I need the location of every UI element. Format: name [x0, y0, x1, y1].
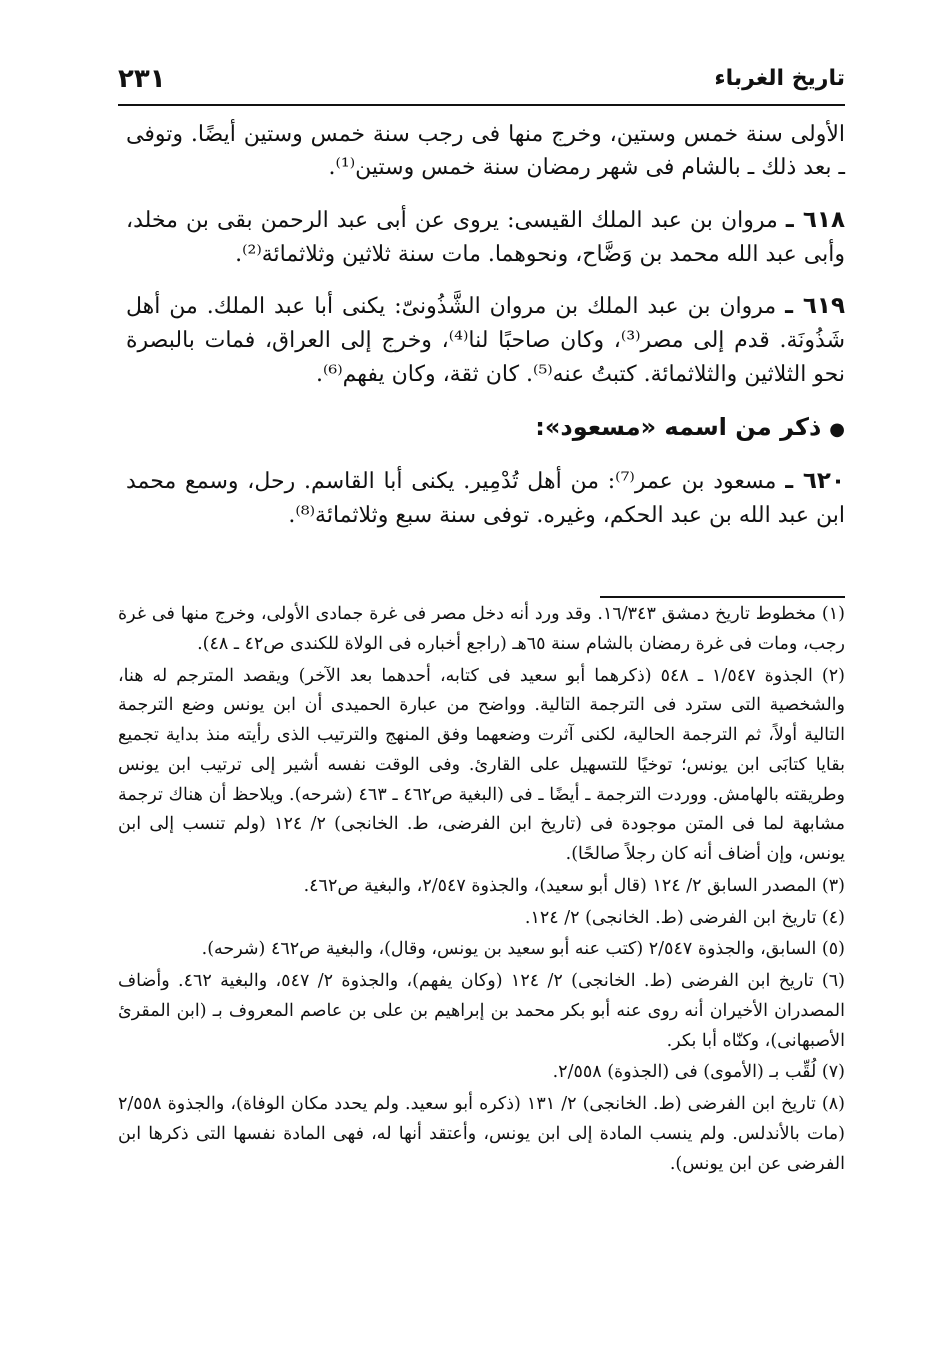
page-header — [118, 64, 845, 106]
entry-618 — [126, 203, 845, 271]
page-number: ٢٣١ — [118, 64, 166, 94]
footnote-3: (٣) المصدر السابق ٢/ ١٢٤ (قال أبو سعيد)، والجذوة ٢/٥٤٧، والبغية ص٤٦٢. — [303, 875, 845, 896]
running-title: تاريخ الغرباء — [714, 66, 845, 91]
entry-number: ٦١٨ ـ — [785, 206, 845, 233]
footnote-7: (٧) لُقِّب بـ (الأموى) فى (الجذوة) ٢/٥٥٨. — [552, 1062, 845, 1083]
footnote-8: (٨) تاريخ ابن الفرضى (ط. الخانجى) ٢/ ١٣١ (ذكره أبو سعيد. ولم يحدد مكان الوفاة)، والجذوة ٢/٥٥٨ (مات بالأندلس. ولم ينسب المادة إلى ابن يونس، وأعتقد أنها له، فهى المادة نفسها التى ذكرها ابن الفرضى عن ابن يونس). — [118, 1094, 845, 1174]
footnote-1: (١) مخطوط تاريخ دمشق ١٦/٣٤٣. وقد ورد أنه دخل مصر فى غرة جمادى الأولى، وخرج منها فى غرة رجب، ومات فى غرة رمضان بالشام سنة ٦٥هـ (راجع أخباره فى الولاة للكندى ص٤٢ ـ ٤٨). — [118, 604, 845, 654]
footnote-separator — [600, 596, 845, 598]
section-heading-text: ذكر من اسمه «مسعود»: — [535, 413, 822, 442]
section-heading — [126, 409, 845, 445]
entry-619 — [126, 289, 845, 391]
footnote-6: (٦) تاريخ ابن الفرضى (ط. الخانجى) ٢/ ١٢٤ (وكان يفهم)، والجذوة ٢/ ٥٤٧، والبغية ٤٦٢. وأضاف المصدران الأخيران أنه روى عنه أبو بكر محمد بن إبراهيم بن على بن عاصم المعروف بـ (ابن المقرئ الأصبهانى)، وكنّاه أبا بكر. — [118, 971, 846, 1051]
footnote-4: (٤) تاريخ ابن الفرضى (ط. الخانجى) ٢/ ١٢٤. — [524, 907, 845, 928]
main-text — [126, 118, 845, 550]
entry-text: مروان بن عبد الملك بن مروان الشَّذُونىّ: يكنى أبا عبد الملك. من أهل شَذُونَة. قدم إلى مصر⁽³⁾، وكان صاحبًا لنا⁽⁴⁾، وخرج إلى العراق، فمات بالبصرة نحو الثلاثين والثلاثمائة. كتبتُ عنه⁽⁵⁾. كان ثقة، وكان يفهم⁽⁶⁾. — [126, 294, 845, 387]
footnotes — [118, 600, 845, 1181]
entry-620 — [126, 464, 845, 532]
entry-number: ٦١٩ ـ — [785, 293, 845, 320]
footnote-5: (٥) السابق، والجذوة ٢/٥٤٧ (كتب عنه أبو سعيد بن يونس، وقال)، والبغية ص٤٦٢ (شرحه). — [201, 939, 845, 960]
footnote-2: (٢) الجذوة ١/٥٤٧ ـ ٥٤٨ (ذكرهما أبو سعيد فى كتابه، أحدهما بعد الآخر) ويقصد المترجم له هنا، والشخصية التى سترد فى الترجمة التالية. وواضح من عبارة الحميدى أن ابن يونس وضع الترجمة التالية أولاً، ثم الترجمة الحالية، لكنى آثرت وضعهما وفق المنهج والترتيب الذى رأيته منذ بداية تجميع بقايا كتابَى ابن يونس؛ توخيًا للتسهيل على القارئ. وفى الوقت نفسه أشير إلى ترتيب ابن يونس وطريقته بالهامش. ووردت الترجمة ـ أيضًا ـ فى (البغية ص٤٦٢ ـ ٤٦٣ (شرحه). ويلاحظ أن هناك ترجمة مشابهة لما فى المتن موجودة فى (تاريخ ابن الفرضى، ط. الخانجى) ٢/ ١٢٤ (ولم تنسب إلى ابن يونس، وإن أضاف أنه كان رجلاً صالحًا). — [118, 665, 845, 864]
bullet-icon: ● — [829, 419, 845, 441]
entry-text: مسعود بن عمر⁽⁷⁾: من أهل تُدْمِير. يكنى أبا القاسم. رحل، وسمع محمد ابن عبد الله بن عبد الحكم، وغيره. توفى سنة سبع وثلاثمائة⁽⁸⁾. — [126, 468, 845, 528]
entry-text: مروان بن عبد الملك القيسى: يروى عن أبى عبد الرحمن بقى بن مخلد، وأبى عبد الله محمد بن وَضَّاح، ونحوهما. مات سنة ثلاثين وثلاثمائة⁽²⁾. — [126, 207, 845, 267]
entry-number: ٦٢٠ ـ — [785, 467, 845, 494]
paragraph-continuation: الأولى سنة خمس وستين، وخرج منها فى رجب سنة خمس وستين أيضًا. وتوفى ـ بعد ذلك ـ بالشام فى شهر رمضان سنة خمس وستين⁽¹⁾. — [126, 122, 845, 181]
